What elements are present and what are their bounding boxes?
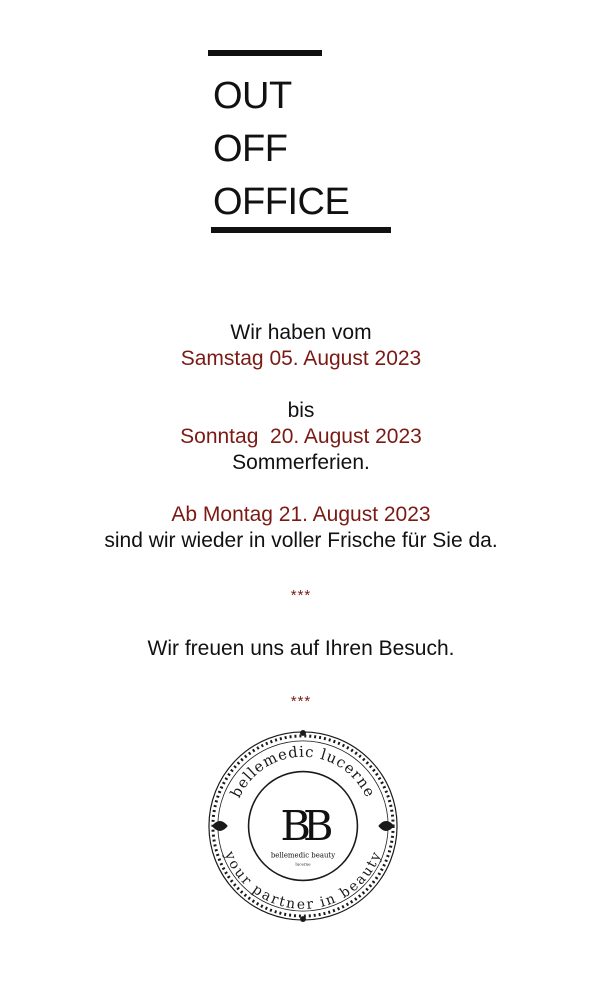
intro-text: Wir haben vom	[230, 321, 372, 344]
separator-stars: ***	[290, 693, 312, 710]
spacer	[0, 476, 602, 502]
spacer	[0, 606, 602, 632]
logo-top-text: bellemedic lucerne	[226, 742, 380, 801]
header-top-rule	[208, 50, 322, 56]
logo-brand-text: bellemedic beauty	[270, 851, 336, 860]
reopen-date: Ab Montag 21. August 2023	[171, 503, 431, 526]
spacer	[0, 554, 602, 580]
reopen-text: sind wir wieder in voller Frische für Sie da.	[104, 529, 498, 552]
bellemedic-logo	[204, 727, 402, 925]
header-bottom-rule	[211, 227, 391, 233]
heading-line-out: OUT	[213, 75, 292, 117]
separator-stars: ***	[290, 587, 312, 604]
start-date: Samstag 05. August 2023	[180, 347, 422, 370]
out-off-office-heading	[213, 70, 349, 229]
closing-text: Wir freuen uns auf Ihren Besuch.	[147, 637, 455, 660]
spacer	[0, 662, 602, 688]
until-text: bis	[287, 399, 315, 422]
logo-city-text: lucerne	[295, 861, 311, 867]
heading-line-office: OFFICE	[213, 181, 350, 223]
vacation-message	[0, 320, 602, 712]
spacer	[0, 372, 602, 398]
logo-bottom-text: your partner in beauty	[221, 849, 385, 913]
logo-monogram: BB	[280, 800, 326, 850]
holiday-text: Sommerferien.	[232, 451, 370, 474]
end-date: Sonntag 20. August 2023	[180, 425, 422, 448]
heading-line-off: OFF	[213, 128, 288, 170]
